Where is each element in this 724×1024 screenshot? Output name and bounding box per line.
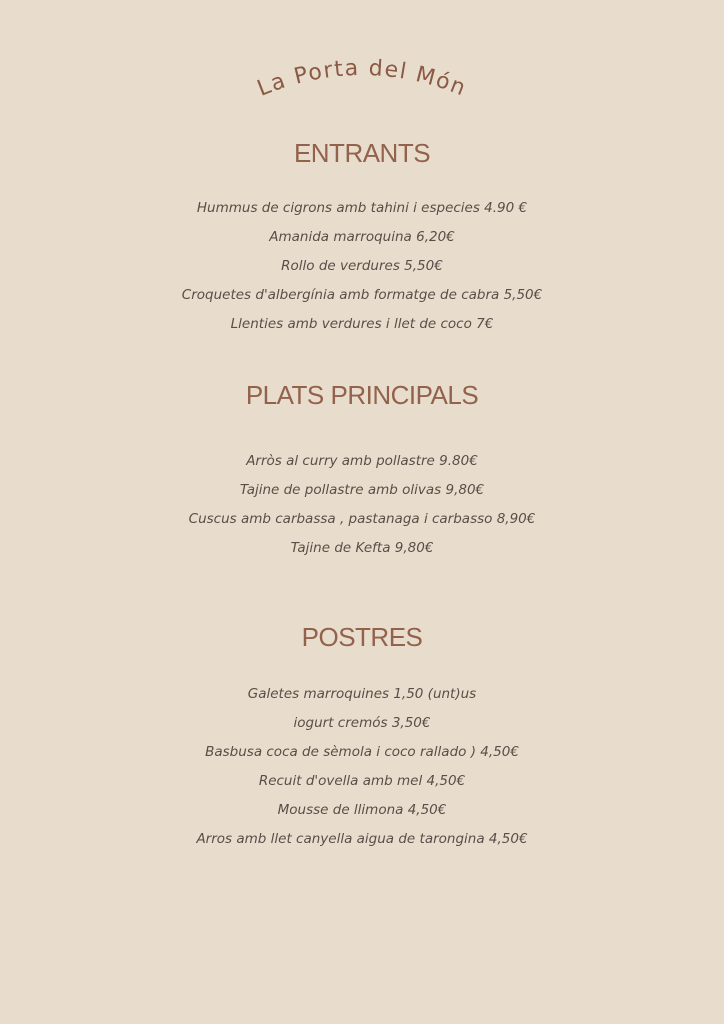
restaurant-title <box>212 30 512 120</box>
menu-item: Rollo de verdures 5,50€ <box>281 258 443 274</box>
menu-item: Tajine de pollastre amb olivas 9,80€ <box>239 482 485 498</box>
menu-item: Recuit d'ovella amb mel 4,50€ <box>258 773 466 789</box>
menu-item: Arròs al curry amb pollastre 9.80€ <box>246 453 478 469</box>
section-heading-entrants: ENTRANTS <box>293 138 431 168</box>
menu-item: Galetes marroquines 1,50 (unt)us <box>247 686 477 702</box>
menu-item: Croquetes d'albergínia amb formatge de cabra 5,50€ <box>181 287 543 303</box>
section-heading-postres: POSTRES <box>301 622 423 652</box>
menu-item: iogurt cremós 3,50€ <box>293 715 431 731</box>
menu-item: Cuscus amb carbassa , pastanaga i carbasso 8,90€ <box>188 511 536 527</box>
menu-list-postres <box>0 680 724 854</box>
restaurant-title-text: La Porta del Món <box>253 55 470 102</box>
menu-item: Llenties amb verdures i llet de coco 7€ <box>230 316 494 332</box>
menu-list-plats-principals <box>0 447 724 563</box>
menu-item: Tajine de Kefta 9,80€ <box>290 540 434 556</box>
menu-list-entrants <box>0 194 724 339</box>
menu-item: Mousse de llimona 4,50€ <box>277 802 447 818</box>
svg-text:La Porta del Món <box>254 56 470 102</box>
menu-item: Arros amb llet canyella aigua de tarongina 4,50€ <box>196 831 528 847</box>
menu-item: Amanida marroquina 6,20€ <box>269 229 455 245</box>
section-heading-plats-principals: PLATS PRINCIPALS <box>245 380 479 410</box>
menu-item: Hummus de cigrons amb tahini i especies 4.90 € <box>196 200 528 216</box>
menu-item: Basbusa coca de sèmola i coco rallado ) 4,50€ <box>205 744 519 760</box>
